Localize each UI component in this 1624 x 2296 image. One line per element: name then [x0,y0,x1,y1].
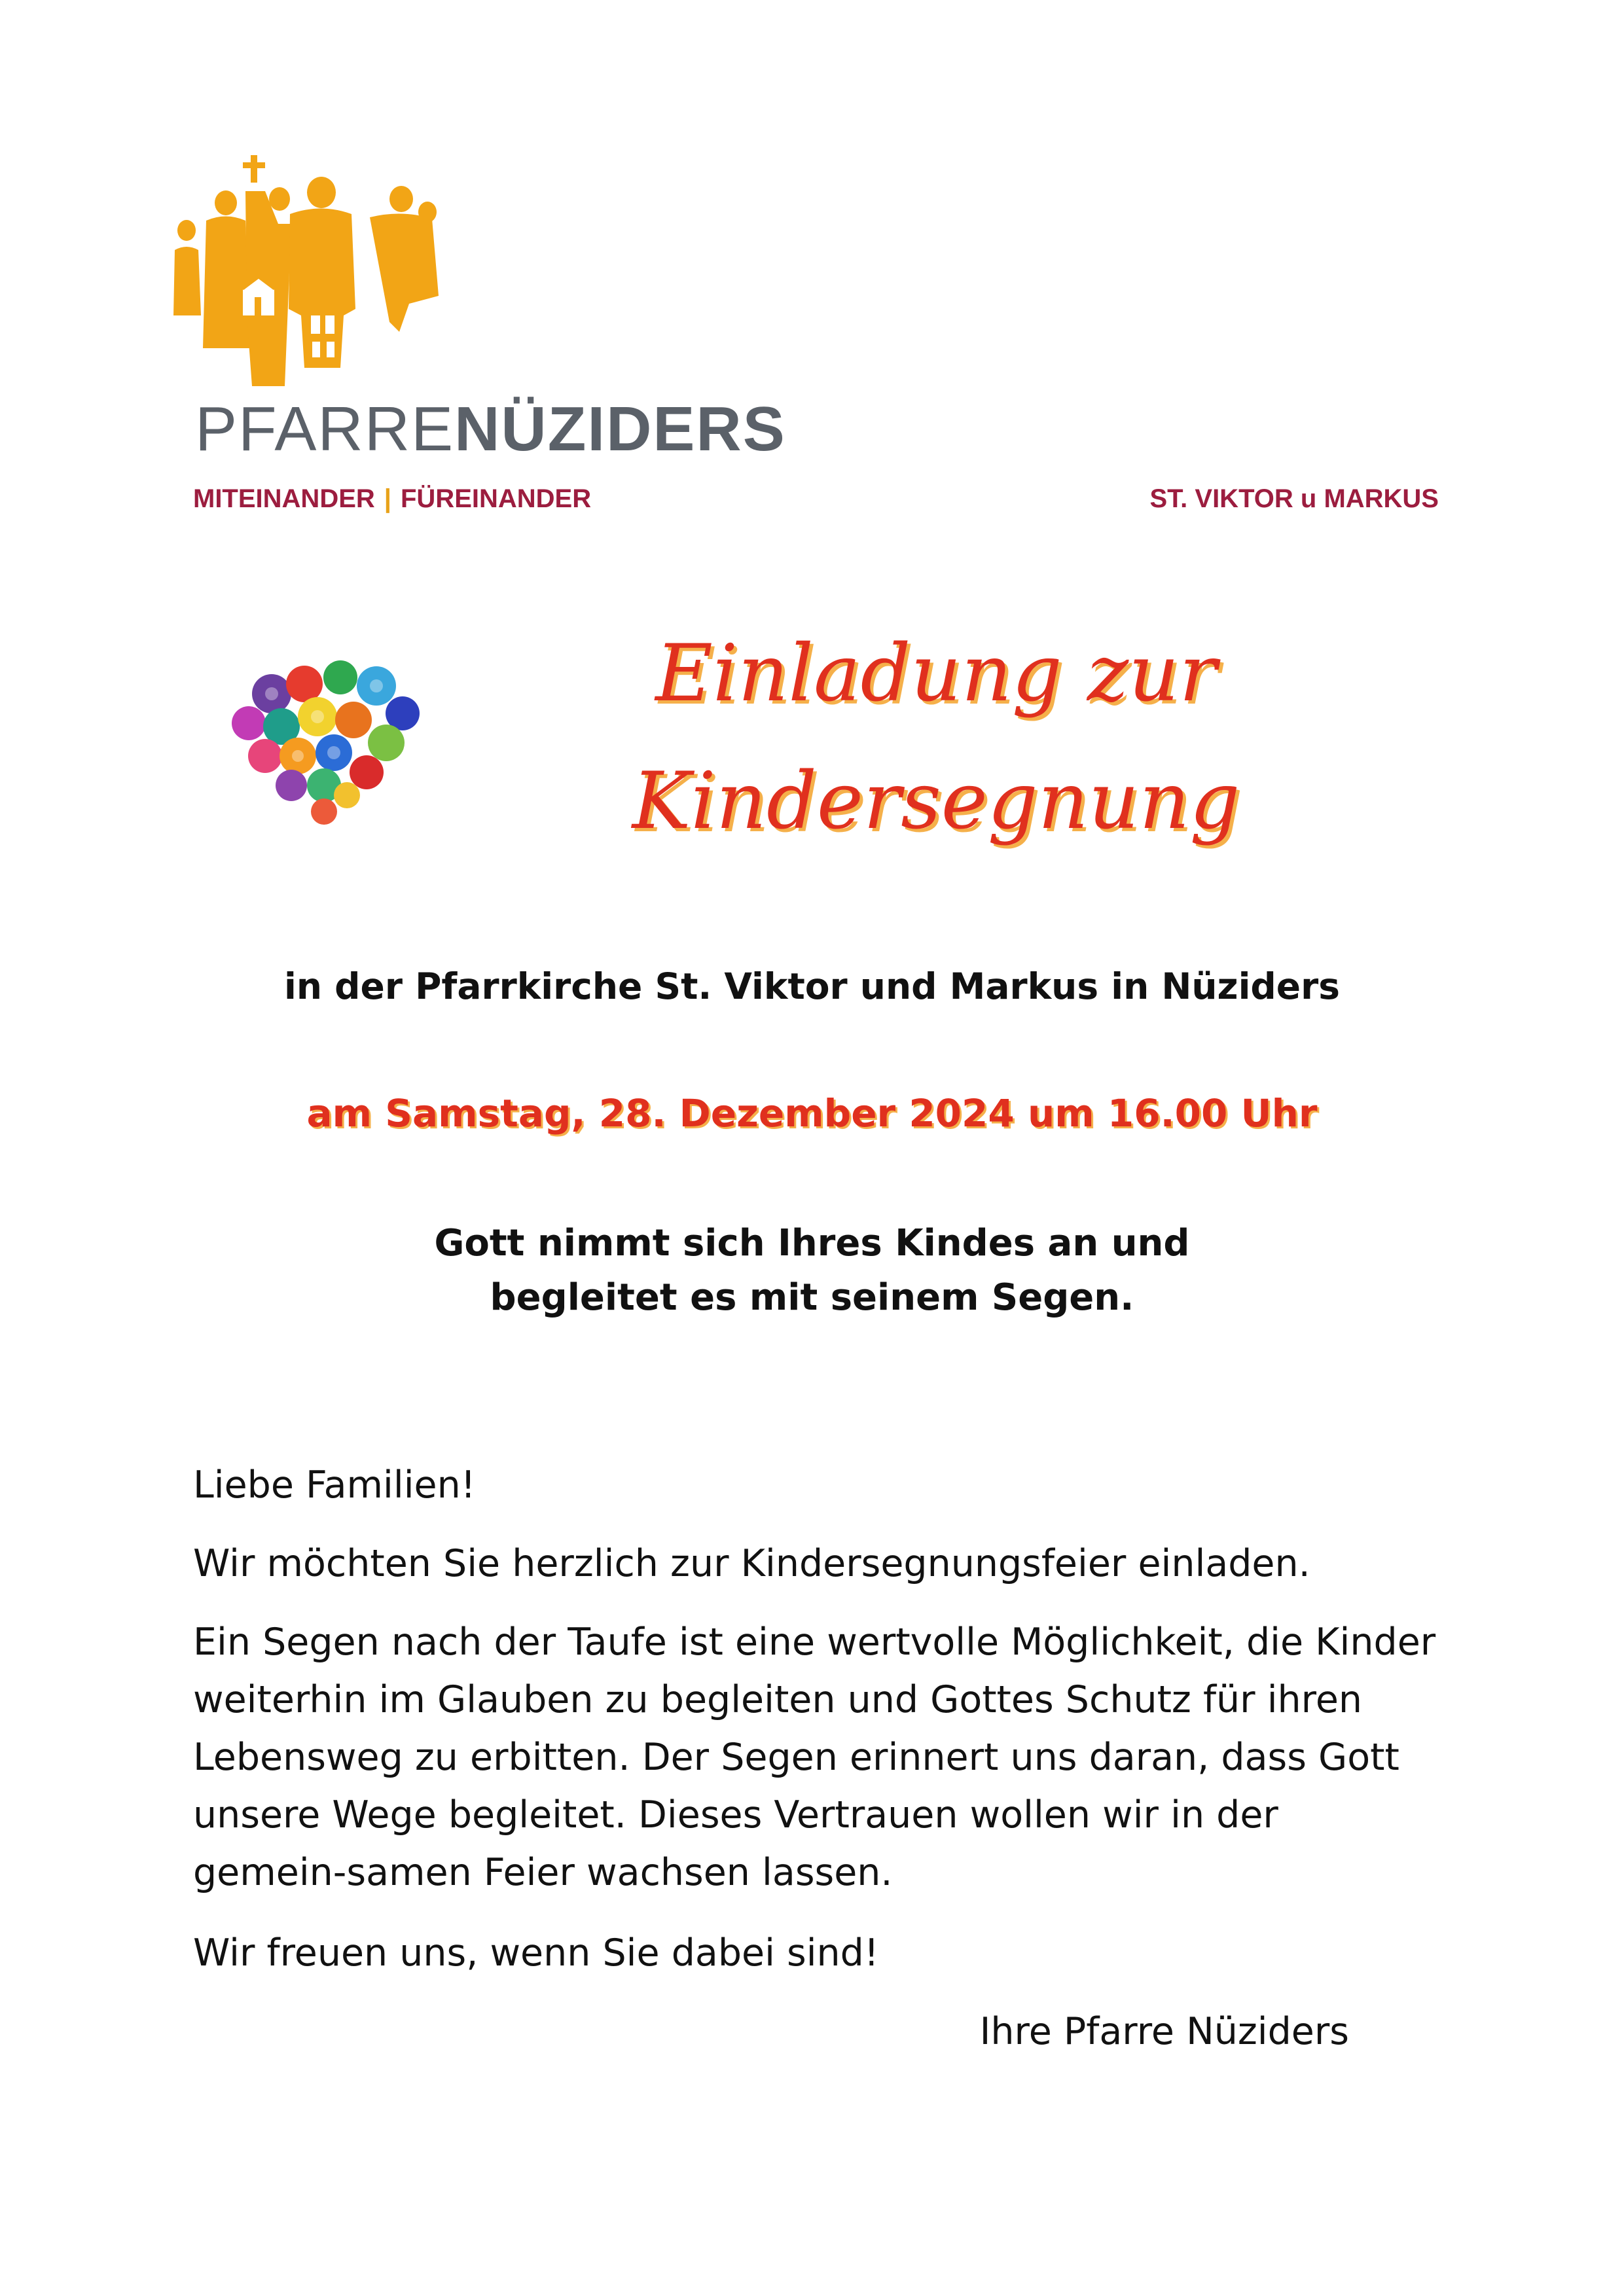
tagline-left [193,486,591,512]
blessing-line-1: Gott nimmt sich Ihres Kindes an und [434,1222,1190,1265]
blessing-line-2: begleitet es mit seinem Segen. [490,1276,1134,1319]
tagline-parish-name: ST. VIKTOR u MARKUS [1149,484,1439,513]
letter-greeting: Liebe Familien! [193,1463,476,1507]
logo-word-bold: NÜZIDERS [454,394,786,464]
headline-einladung: Einladung zur [655,628,1217,719]
handprint-heart-icon [226,648,429,831]
letter-closing: Wir freuen uns, wenn Sie dabei sind! [193,1931,879,1975]
parish-logo-icon [173,152,442,387]
event-location: in der Pfarrkirche St. Viktor und Markus in Nüziders [284,965,1340,1007]
letter-signature: Ihre Pfarre Nüziders [979,2010,1349,2053]
letter-paragraph: Ein Segen nach der Taufe ist eine wertvolle Möglichkeit, die Kinder weiterhin im Glauben zu begleiten und Gottes Schutz für ihren Lebensweg zu erbitten. Der Segen erinnert uns daran, dass Gott unsere Wege begleitet. Dieses Vertrauen wollen wir in der gemein-samen Feier wachsen lassen. [193,1621,1436,1894]
event-date: am Samstag, 28. Dezember 2024 um 16.00 Uhr [306,1091,1318,1136]
headline-kindersegnung: Kindersegnung [632,756,1240,847]
letter-invite: Wir möchten Sie herzlich zur Kindersegnungsfeier einladen. [193,1542,1310,1585]
logo-wordmark [195,394,786,464]
tagline-fuereinander: FÜREINANDER [400,484,592,513]
tagline-separator: | [384,484,391,513]
logo-word-light: PFARRE [195,394,455,464]
tagline-miteinander: MITEINANDER [193,484,375,513]
